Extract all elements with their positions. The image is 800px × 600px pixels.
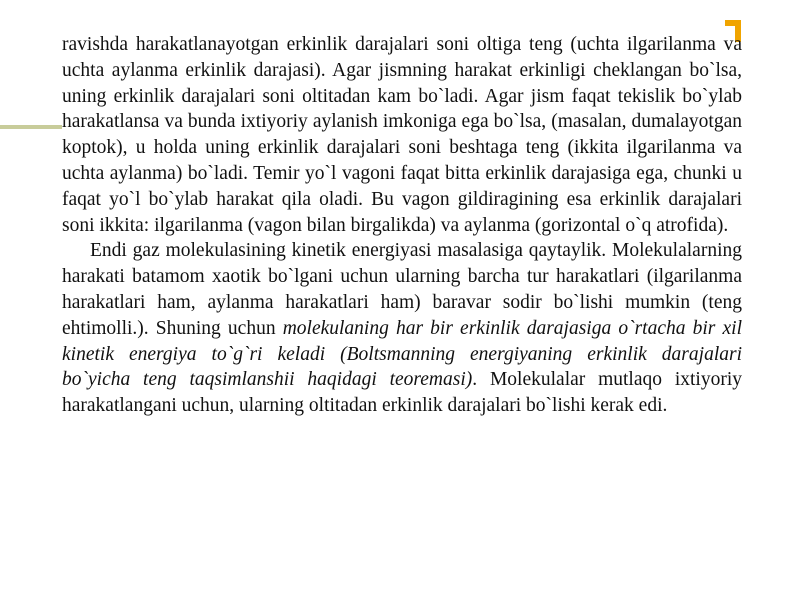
margin-marker-bar (0, 125, 62, 129)
document-body (62, 32, 742, 419)
paragraph-2-italic: molekulaning har bir erkinlik darajasiga o`rtacha bir xil kinetik energiya to`g`ri keladi (Boltsmanning energiyaning erkinlik darajalari bo`yicha teng taqsimlanshii haqidagi teoremasi) (62, 317, 742, 391)
paragraph-2-start: Endi gaz molekulasining kinetik energiyasi masalasiga qaytaylik. Molekulalarning harakati batamom xaotik bo`lgani uchun ularning barcha tur harakatlari (ilgarilanma harakatlari ham, aylanma harakatlari ham) baravar sodir bo`lishi mumkin (teng ehtimolli.). Shuning uchun (62, 240, 742, 339)
paragraph-2 (62, 238, 742, 419)
paragraph-2-end: . Molekulalar mutlaqo ixtiyoriy harakatlangani uchun, ularning oltitadan erkinlik darajalari bo`lishi kerak edi. (62, 369, 743, 417)
paragraph-1: ravishda harakatlanayotgan erkinlik darajalari soni oltiga teng (uchta ilgarilanma va uchta aylanma erkinlik darajasi). Agar jismning harakat erkinligi cheklangan bo`lsa, uning erkinlik darajalari soni oltitadan kam bo`ladi. Agar jism faqat tekislik bo`ylab harakatlansa va bunda ixtiyoriy aylanish imkoniga ega bo`lsa, (masalan, dumalayotgan koptok), u holda uning erkinlik darajalari soni beshtaga teng (ikkita ilgarilanma va uchta aylanma) bo`ladi. Temir yo`l vagoni faqat bitta erkinlik darajasiga ega, chunki u faqat yo`l bo`ylab harakat qila oladi. Bu vagon gildiragining esa erkinlik darajalari soni ikkita: ilgarilanma (vagon bilan birgalikda) va aylanma (gorizontal o`q atrofida). (62, 34, 742, 236)
